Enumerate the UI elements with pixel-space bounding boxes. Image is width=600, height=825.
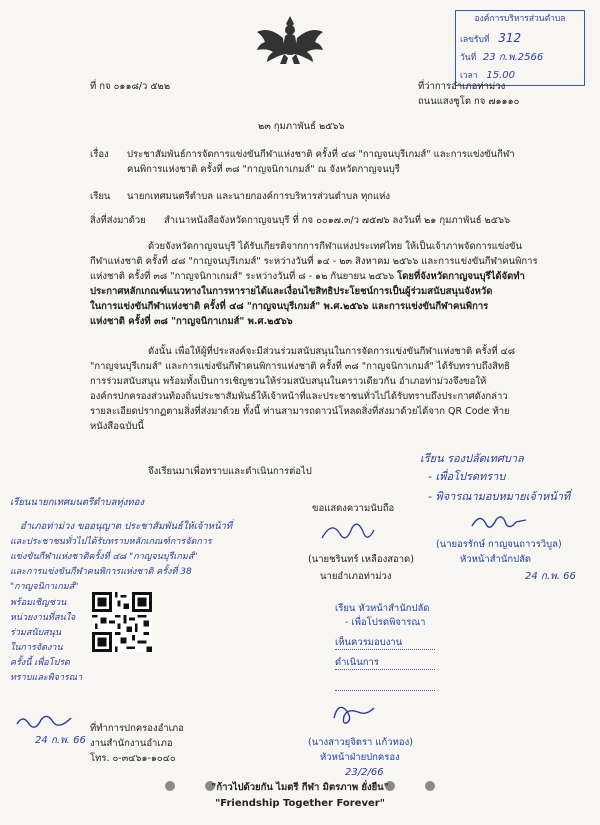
section-head-signature	[470, 510, 530, 532]
routing-signer-date: 23/2/66	[345, 767, 384, 778]
body-p2-line-2: "กาญจนบุรีเกมส์" และการแข่งขันกีฬาคนพิการแห่งชาติ ครั้งที่ ๓๘ "กาญจนิกาเกมส์" ได้รับทราบถึงสิทธิ	[90, 361, 510, 372]
body-p2-line-5: รายละเอียดปรากฏตามสิ่งที่ส่งมาด้วย ทั้งนี้ ท่านสามารถดาวน์โหลดสิ่งที่ส่งมาด้วยได้จาก QR Code ท้าย	[90, 406, 510, 417]
left-note-line-12: ทราบและพิจารณา	[10, 673, 83, 683]
body-p1-bold-line-1: ประกาศหลักเกณฑ์แนวทางในการหารายได้และเงื่อนไขสิทธิประโยชน์การเป็นผู้ร่วมสนับสนุนจังหวัด	[90, 286, 493, 297]
right-note-line-3: - พิจารณามอบหมายเจ้าหน้าที่	[428, 490, 571, 503]
routing-signer-name: (นางสาวยุจิตรา แก้วทอง)	[308, 737, 413, 748]
footer-slogan-en: "Friendship Together Forever"	[215, 798, 385, 809]
regards-text: ขอแสดงความนับถือ	[312, 503, 395, 514]
body-p1-line-2: กีฬาแห่งชาติ ครั้งที่ ๔๘ "กาญจนบุรีเกมส์" ระหว่างวันที่ ๑๔ - ๒๓ สิงหาคม ๒๕๖๖ และการแข่งขันกีฬาคนพิการ	[90, 256, 538, 267]
doc-date: ๒๓ กุมภาพันธ์ ๒๕๖๖	[258, 121, 345, 132]
left-note-line-9: ร่วมสนับสนุน	[10, 628, 61, 638]
left-note-line-11: ครั้งนี้ เพื่อโปรด	[10, 658, 70, 668]
recipient-text: นายกเทศมนตรีตำบล และนายกองค์การบริหารส่วนตำบล ทุกแห่ง	[127, 191, 391, 202]
subject-label: เรื่อง	[90, 149, 109, 160]
contact-line-2: งานสำนักงานอำเภอ	[90, 738, 173, 749]
routing-line-4: ดำเนินการ	[335, 656, 435, 670]
left-note-signature	[15, 710, 75, 732]
routing-signer-position: หัวหน้าฝ่ายปกครอง	[320, 752, 400, 763]
body-p1-bold-line-3: แห่งชาติ ครั้งที่ ๓๘ "กาญจนิกาเกมส์" พ.ศ.๒๕๖๖	[90, 316, 293, 327]
contact-line-3: โทร. ๐-๓๔๖๑-๑๐๔๐	[90, 753, 176, 764]
body-p2-line-3: การร่วมสนับสนุน พร้อมทั้งเป็นการเชิญชวนให้ร่วมสนับสนุนในคราวเดียวกัน อำเภอท่าม่วงจึงขอให้	[90, 376, 487, 387]
left-note-line-7: พร้อมเชิญชวน	[10, 598, 67, 608]
receipt-date: วันที่ 23 ก.พ.2566	[460, 52, 544, 63]
left-note-line-8: หน่วยงานที่สนใจ	[10, 613, 76, 623]
section-head-date: 24 ก.พ. 66	[525, 571, 576, 582]
routing-line-3: เห็นควรมอบงาน	[335, 636, 435, 650]
left-note-line-5: และการแข่งขันกีฬาคนพิการแห่งชาติ ครั้งที่ 38	[10, 567, 192, 577]
attachment-text: สำเนาหนังสือจังหวัดกาญจนบุรี ที่ กจ ๐๐๑๗.๓/ว ๗๕๗๖ ลงวันที่ ๒๑ กุมภาพันธ์ ๒๕๖๖	[164, 215, 511, 226]
garuda-emblem-icon	[255, 10, 325, 68]
routing-signature	[330, 700, 380, 726]
recipient-label: เรียน	[90, 191, 111, 202]
subject-line-2: คนพิการแห่งชาติ ครั้งที่ ๓๘ "กาญจนิกาเกมส์" ณ จังหวัดกาญจนบุรี	[127, 164, 400, 175]
issuer-office: ที่ว่าการอำเภอท่าม่วง	[418, 81, 506, 92]
body-p1-line-1: ด้วยจังหวัดกาญจนบุรี ได้รับเกียรติจากการกีฬาแห่งประเทศไทย ให้เป็นเจ้าภาพจัดการแข่งขัน	[148, 241, 523, 252]
body-p1-bold-line-2: ในการแข่งขันกีฬาแห่งชาติ ครั้งที่ ๔๘ "กาญจนบุรีเกมส์" พ.ศ.๒๕๖๖ และการแข่งขันกีฬาคนพิการ	[90, 301, 489, 312]
left-note-line-4: แข่งขันกีฬาแห่งชาติครั้งที่ ๔๘ "กาญจนบุรีเกมส์"	[10, 552, 198, 562]
left-note-line-3: และประชาชนทั่วไปได้รับทราบหลักเกณฑ์การจัดการ	[10, 537, 212, 547]
qr-code[interactable]	[92, 592, 152, 652]
closing-text: จึงเรียนมาเพื่อทราบและดำเนินการต่อไป	[148, 466, 312, 477]
receipt-office: องค์การบริหารส่วนตำบล	[474, 14, 566, 24]
left-note-line-2: อำเภอท่าม่วง ขออนุญาต ประชาสัมพันธ์ให้เจ้าหน้าที่	[20, 521, 233, 532]
district-chief-name: (นายชรินทร์ เหลืองสอาด)	[308, 554, 414, 565]
left-note-line-10: ในการจัดงาน	[10, 643, 63, 653]
district-chief-signature	[318, 518, 378, 546]
body-p2-line-1: ดังนั้น เพื่อให้ผู้ที่ประสงค์จะมีส่วนร่วมสนับสนุนในการจัดการแข่งขันกีฬาแห่งชาติ ครั้งที่ ๔๘	[148, 346, 516, 357]
routing-blank-line	[335, 680, 435, 691]
right-note-line-1: เรียน รองปลัดเทศบาล	[420, 452, 524, 465]
receipt-no: เลขรับที่ 312	[460, 31, 522, 45]
body-p2-line-6: หนังสือฉบับนี้	[90, 421, 144, 432]
attachment-label: สิ่งที่ส่งมาด้วย	[90, 215, 146, 226]
receipt-time: เวลา 15.00	[460, 70, 516, 81]
district-chief-position: นายอำเภอท่าม่วง	[320, 571, 392, 582]
section-head-name: (นายอรรักษ์ กาญจนถาวรวิบูล)	[436, 539, 562, 550]
contact-line-1: ที่ทำการปกครองอำเภอ	[90, 723, 184, 734]
receipt-stamp	[455, 10, 585, 86]
left-note-date: 24 ก.พ. 66	[35, 735, 86, 746]
doc-number: ที่ กจ ๐๑๑๘/ว ๕๒๒	[90, 81, 171, 92]
body-p2-line-4: องค์กรปกครองส่วนท้องถิ่นประชาสัมพันธ์ให้เจ้าหน้าที่และประชาชนทั่วไปได้รับทราบถึงประกาศดังกล่าว	[90, 391, 508, 402]
right-note-line-2: - เพื่อโปรดทราบ	[428, 470, 506, 483]
section-head-position: หัวหน้าสำนักปลัด	[460, 554, 532, 565]
routing-line-2: - เพื่อโปรดพิจารณา	[345, 617, 426, 628]
subject-line-1: ประชาสัมพันธ์การจัดการแข่งขันกีฬาแห่งชาติ ครั้งที่ ๔๘ "กาญจนบุรีเกมส์" และการแข่งขันกีฬา	[127, 149, 515, 160]
left-note-line-6: "กาญจนิกาเกมส์"	[10, 582, 79, 592]
routing-line-1: เรียน หัวหน้าสำนักปลัด	[335, 603, 430, 614]
left-note-line-1: เรียนนายกเทศมนตรีตำบลทุ่งทอง	[10, 497, 144, 508]
footer-slogan-th: "ก้าวไปด้วยกัน ไมตรี กีฬา มิตรภาพ ยั่งยืน"	[211, 782, 389, 793]
body-p1-line-3: แห่งชาติ ครั้งที่ ๓๘ "กาญจนิกาเกมส์" ระหว่างวันที่ ๘ - ๑๒ กันยายน ๒๕๖๖ โดยที่จังหวัดกาญจนบุรีได้จัดทำ	[90, 271, 525, 282]
issuer-address: ถนนแสงชูโต กจ ๗๑๑๑๐	[418, 96, 520, 107]
